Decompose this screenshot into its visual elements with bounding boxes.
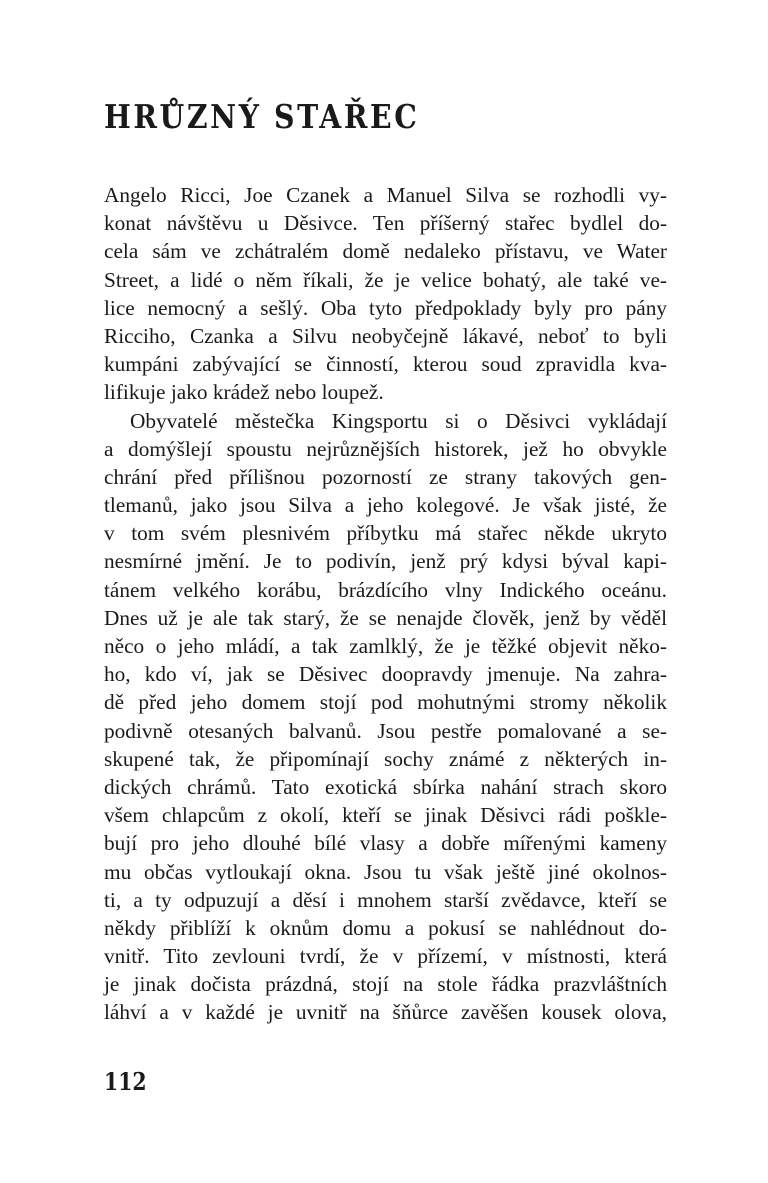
text-line: bují pro jeho dlouhé bílé vlasy a dobře mířenými kameny — [104, 831, 667, 856]
page-number: 112 — [104, 1067, 147, 1096]
text-line: Obyvatelé městečka Kingsportu si o Děsivci vykládají — [130, 408, 667, 433]
text-line: dě před jeho domem stojí pod mohutnými stromy několik — [104, 690, 667, 715]
text-line: tlemanů, jako jsou Silva a jeho kolegové. Je však jisté, že — [104, 493, 667, 518]
paragraph-1 — [104, 181, 667, 407]
text-line: všem chlapcům z okolí, kteří se jinak Děsivci rádi poškle- — [104, 803, 667, 828]
text-line: dických chrámů. Tato exotická sbírka nahání strach skoro — [104, 774, 667, 799]
text-line: Angelo Ricci, Joe Czanek a Manuel Silva se rozhodli vy- — [104, 183, 667, 207]
chapter-title: HRŮZNÝ STAŘEC — [104, 97, 420, 136]
paragraph-2 — [104, 407, 667, 1027]
text-line: v tom svém plesnivém příbytku má stařec někde ukryto — [104, 521, 667, 546]
text-line: cela sám ve zchátralém domě nedaleko přístavu, ve Water — [104, 239, 667, 264]
text-line: ho, kdo ví, jak se Děsivec doopravdy jmenuje. Na zahra- — [104, 662, 667, 687]
text-line: je jinak dočista prázdná, stojí na stole řádka prazvláštních — [104, 972, 667, 997]
text-line: láhví a v každé je uvnitř na šňůrce zavěšen kousek olova, — [104, 1000, 667, 1025]
text-line: Ricciho, Czanka a Silvu neobyčejně lákavé, neboť to byli — [104, 323, 667, 348]
text-line: vnitř. Tito zevlouni tvrdí, že v přízemí, v místnosti, která — [104, 944, 667, 969]
text-line: lice nemocný a sešlý. Oba tyto předpoklady byly pro pány — [104, 295, 667, 320]
text-line: ti, a ty odpuzují a děsí i mnohem starší zvědavce, kteří se — [104, 887, 667, 912]
text-line: lifikuje jako krádež nebo loupež. — [104, 380, 384, 405]
text-line: nesmírné jmění. Je to podivín, jenž prý kdysi býval kapi- — [104, 549, 667, 574]
text-line: tánem velkého korábu, brázdícího vlny Indického oceánu. — [104, 577, 667, 602]
body-text — [104, 181, 667, 1027]
text-line: něco o jeho mládí, a tak zamlklý, že je těžké objevit něko- — [104, 634, 667, 658]
text-line: a domýšlejí spoustu nejrůznějších historek, jež ho obvykle — [104, 436, 667, 461]
text-line: chrání před přílišnou pozorností ze strany takových gen- — [104, 464, 667, 489]
text-line: mu občas vytloukají okna. Jsou tu však ještě jiné okolnos- — [104, 859, 667, 884]
text-line: skupené tak, že připomínají sochy známé z některých in- — [104, 746, 667, 771]
text-line: Street, a lidé o něm říkali, že je velice bohatý, ale také ve- — [104, 267, 667, 292]
text-line: konat návštěvu u Děsivce. Ten příšerný stařec bydlel do- — [104, 211, 667, 236]
text-line: někdy přiblíží k oknům domu a pokusí se nahlédnout do- — [104, 915, 667, 940]
text-line: podivně otesaných balvanů. Jsou pestře pomalované a se- — [104, 718, 667, 743]
text-line: Dnes už je ale tak starý, že se nenajde člověk, jenž by věděl — [104, 605, 667, 630]
text-line: kumpáni zabývající se činností, kterou soud zpravidla kva- — [104, 352, 667, 377]
